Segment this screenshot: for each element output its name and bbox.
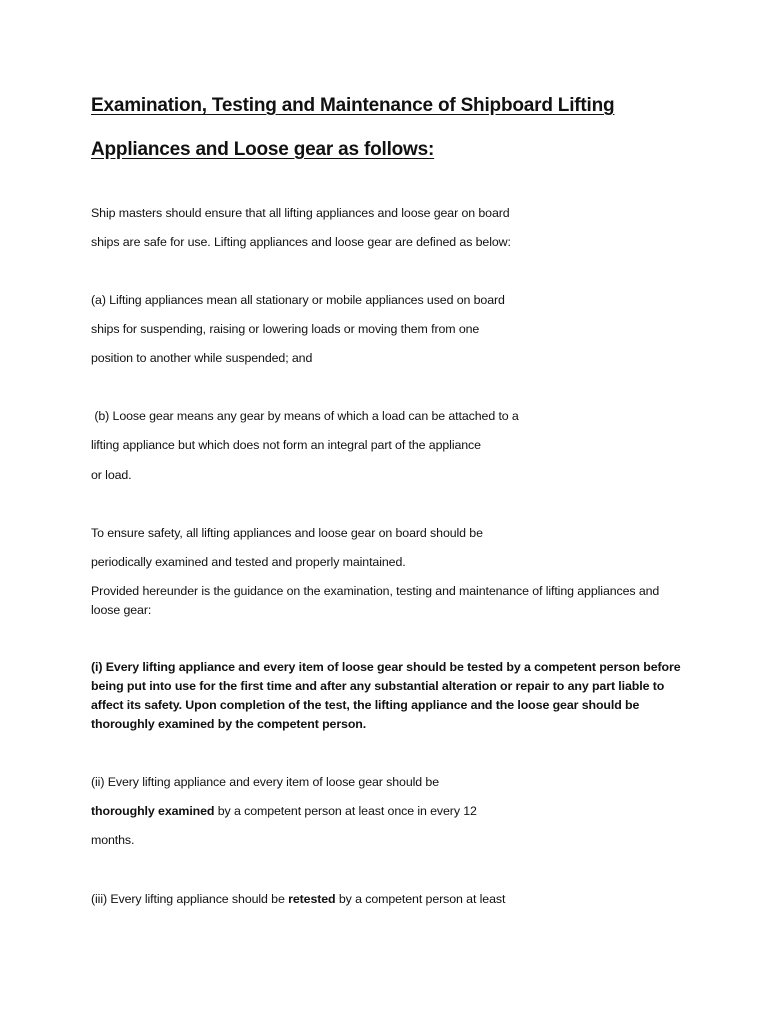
- item-iii-emphasis: retested: [288, 892, 336, 906]
- guidance-paragraph: Provided hereunder is the guidance on the examination, testing and maintenance of lifting appliances and loose gear:: [91, 584, 660, 617]
- safety-line-1: To ensure safety, all lifting appliances and loose gear on board should be: [91, 526, 483, 540]
- definition-b-line-1: (b) Loose gear means any gear by means of which a load can be attached to a: [91, 409, 519, 423]
- intro-line-1: Ship masters should ensure that all lifting appliances and loose gear on board: [91, 206, 510, 220]
- intro-line-2: ships are safe for use. Lifting appliances and loose gear are defined as below:: [91, 235, 511, 249]
- definition-a-line-2: ships for suspending, raising or lowering loads or moving them from one: [91, 322, 480, 336]
- document-title-line-2: Appliances and Loose gear as follows:: [91, 139, 435, 160]
- document-title-line-1: Examination, Testing and Maintenance of Shipboard Lifting: [91, 95, 615, 116]
- definition-a-line-1: (a) Lifting appliances mean all stationary or mobile appliances used on board: [91, 293, 505, 307]
- definition-a-line-3: position to another while suspended; and: [91, 351, 313, 365]
- definition-b-line-3: or load.: [91, 468, 132, 482]
- item-iii-line-1-start: (iii) Every lifting appliance should be: [91, 892, 289, 906]
- item-iii-line-1-end: by a competent person at least: [335, 892, 506, 906]
- item-ii-line-2: [91, 803, 477, 819]
- item-ii-line-1: (ii) Every lifting appliance and every item of loose gear should be: [91, 775, 440, 789]
- definition-b-line-2: lifting appliance but which does not form an integral part of the appliance: [91, 438, 481, 452]
- item-ii-emphasis: thoroughly examined: [91, 804, 215, 818]
- item-i-paragraph: (i) Every lifting appliance and every item of loose gear should be tested by a competent person before being put into use for the first time and after any substantial alteration or repair to any part liable to affect its safety. Upon completion of the test, the lifting appliance and the loose gear should be thoroughly examined by the competent person.: [91, 660, 681, 731]
- item-iii-line-1: [91, 891, 505, 907]
- safety-line-2: periodically examined and tested and properly maintained.: [91, 555, 406, 569]
- item-ii-line-2-rest: by a competent person at least once in every 12: [214, 804, 477, 818]
- item-ii-line-3: months.: [91, 833, 135, 847]
